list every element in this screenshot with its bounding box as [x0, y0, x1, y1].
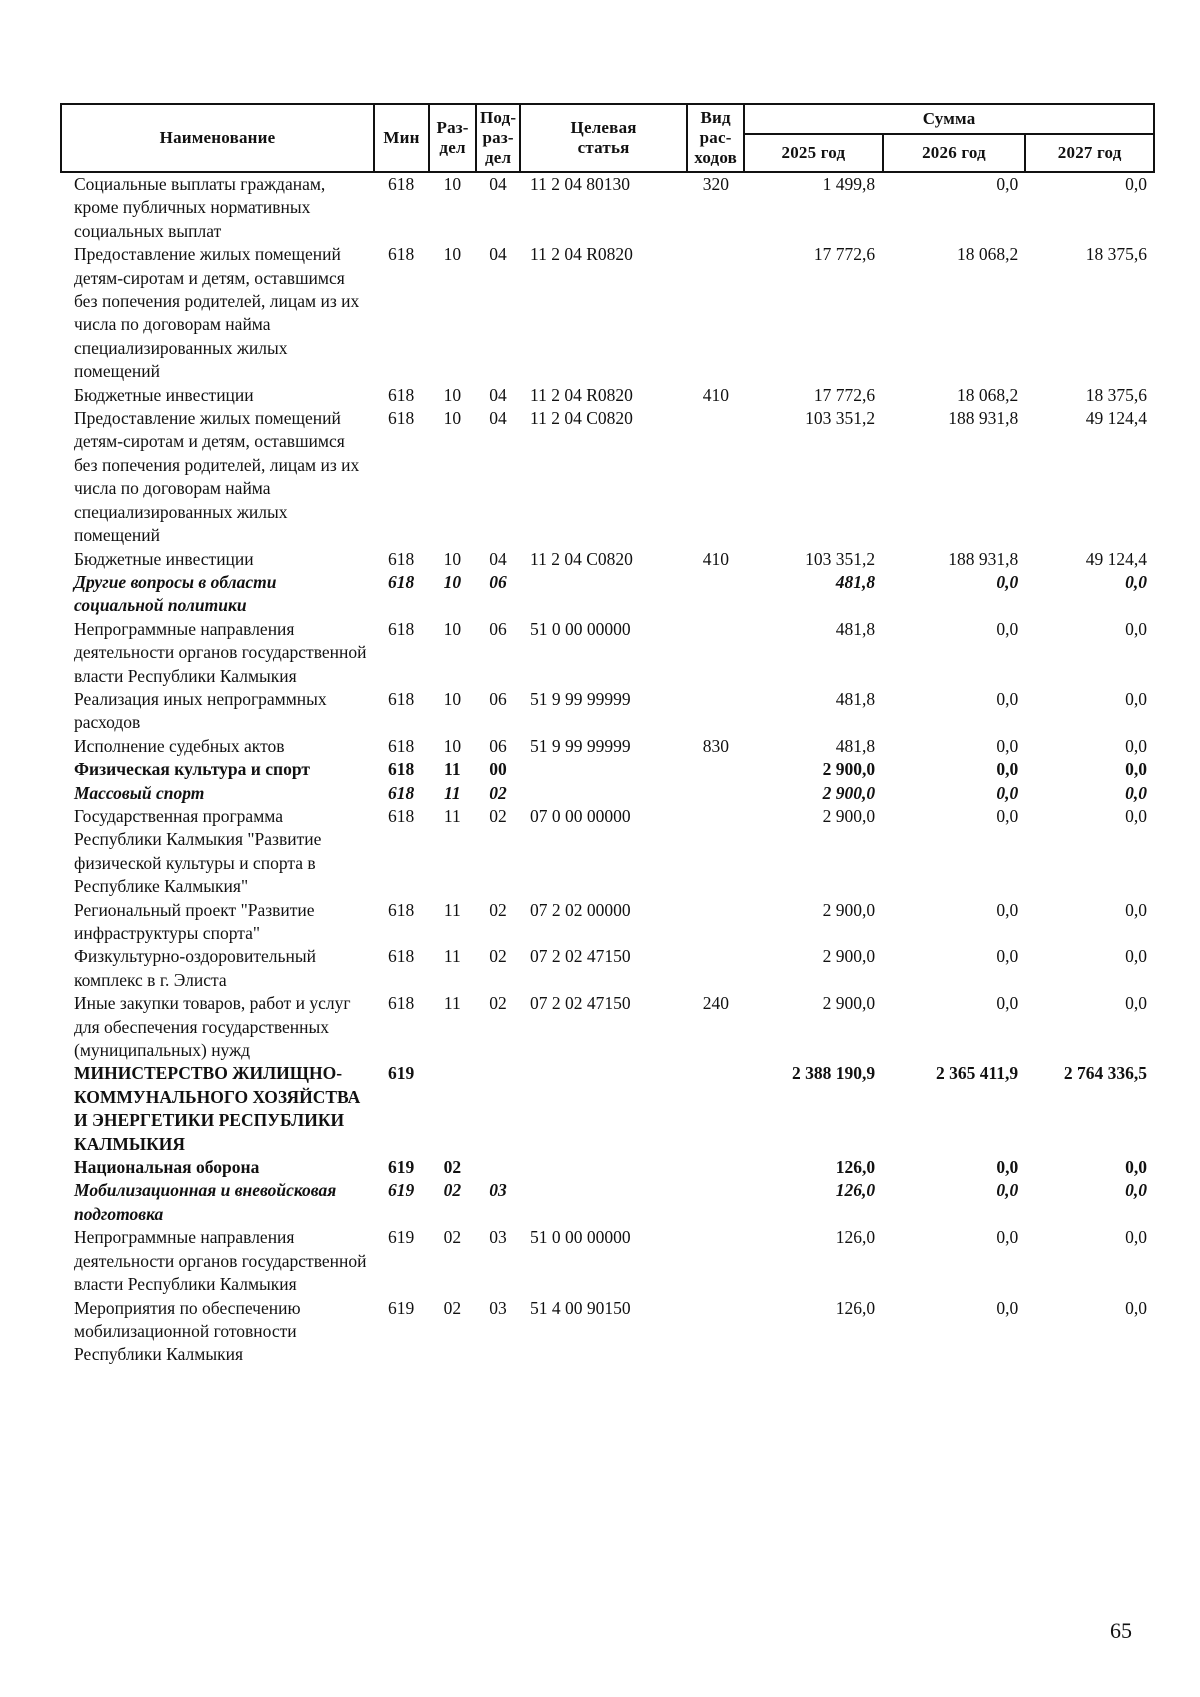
row-2025: 481,8 — [835, 735, 876, 756]
row-podrazdel — [476, 1062, 520, 1156]
row-vid — [687, 571, 744, 618]
row-podrazdel: 04 — [489, 408, 507, 429]
row-tselevaya: 11 2 04 C0820 — [529, 548, 633, 569]
row-2026: 0,0 — [996, 1227, 1019, 1248]
header-year-2025: 2025 год — [744, 134, 882, 172]
row-podrazdel: 06 — [489, 688, 507, 709]
header-name: Наименование — [61, 104, 374, 172]
row-2026: 0,0 — [996, 1180, 1019, 1201]
row-podrazdel: 06 — [489, 618, 507, 639]
row-2025: 17 772,6 — [813, 384, 876, 405]
row-min: 618 — [388, 244, 415, 265]
row-razdel: 11 — [444, 759, 461, 780]
table-row — [60, 899, 1155, 946]
row-2027: 0,0 — [1125, 759, 1147, 780]
row-min: 619 — [388, 1180, 415, 1201]
row-podrazdel: 04 — [489, 174, 507, 194]
row-tselevaya — [520, 571, 687, 618]
row-2025: 481,8 — [835, 571, 876, 592]
row-podrazdel: 00 — [489, 759, 507, 780]
table-row — [60, 1179, 1155, 1226]
row-2025: 17 772,6 — [813, 244, 876, 265]
row-tselevaya — [520, 758, 687, 781]
row-vid: 410 — [702, 548, 729, 569]
row-2027: 0,0 — [1125, 735, 1147, 756]
row-min: 619 — [388, 1297, 415, 1318]
row-name: Физкультурно-оздоровительный комплекс в г. Элиста — [74, 946, 316, 990]
row-name: Другие вопросы в области социальной политики — [74, 571, 277, 616]
row-vid — [687, 688, 744, 735]
row-2025: 481,8 — [835, 688, 876, 709]
row-name: Непрограммные направления деятельности органов государственной власти Республики Калмыкия — [74, 618, 367, 686]
row-2027: 0,0 — [1125, 1157, 1147, 1178]
table-header — [60, 103, 1155, 173]
row-podrazdel: 04 — [489, 244, 507, 265]
row-name: Реализация иных непрограммных расходов — [74, 688, 327, 733]
row-min: 618 — [388, 993, 415, 1014]
row-2025: 2 900,0 — [822, 946, 876, 967]
row-razdel: 10 — [443, 735, 462, 756]
row-vid — [687, 782, 744, 805]
row-vid: 410 — [702, 384, 729, 405]
row-razdel: 02 — [443, 1297, 462, 1318]
row-2027: 0,0 — [1125, 993, 1147, 1014]
row-2026: 18 068,2 — [956, 244, 1019, 265]
table-row — [60, 384, 1155, 407]
row-name: Мероприятия по обеспечению мобилизационной готовности Республики Калмыкия — [74, 1297, 301, 1365]
row-name: Физическая культура и спорт — [74, 759, 310, 780]
row-name: Бюджетные инвестиции — [74, 548, 254, 569]
row-2026: 0,0 — [996, 759, 1019, 780]
row-2025: 126,0 — [835, 1180, 876, 1201]
row-vid — [687, 1156, 744, 1179]
header-tselevaya: Целевая статья — [520, 104, 687, 172]
row-tselevaya — [520, 782, 687, 805]
row-min: 618 — [388, 759, 415, 780]
table-row — [60, 758, 1155, 781]
row-name: Социальные выплаты гражданам, кроме публичных нормативных социальных выплат — [74, 174, 326, 241]
row-2026: 0,0 — [996, 174, 1019, 194]
row-tselevaya: 07 0 00 00000 — [529, 805, 631, 826]
row-podrazdel: 03 — [489, 1297, 507, 1318]
row-2027: 0,0 — [1125, 1227, 1147, 1248]
row-min: 619 — [388, 1157, 415, 1178]
row-razdel: 10 — [443, 548, 462, 569]
row-2025: 2 900,0 — [822, 993, 876, 1014]
table-body — [60, 173, 1155, 1367]
row-tselevaya: 07 2 02 47150 — [529, 993, 631, 1014]
row-2026: 0,0 — [996, 1157, 1019, 1178]
row-min: 618 — [388, 688, 415, 709]
table-row — [60, 407, 1155, 547]
row-2025: 126,0 — [835, 1157, 876, 1178]
row-vid — [687, 1062, 744, 1156]
row-name: Предоставление жилых помещений детям-сиротам и детям, оставшимся без попечения родителей, лицам из их числа по договорам найма специализированных жилых помещений — [74, 244, 360, 382]
row-tselevaya: 51 0 00 00000 — [529, 618, 631, 639]
row-2026: 0,0 — [996, 946, 1019, 967]
table-row — [60, 1062, 1155, 1156]
row-razdel: 11 — [444, 782, 461, 803]
table-row — [60, 805, 1155, 899]
row-2027: 0,0 — [1125, 899, 1147, 920]
row-2026: 0,0 — [996, 1297, 1019, 1318]
row-min: 618 — [388, 174, 415, 194]
row-vid: 240 — [702, 993, 729, 1014]
row-vid — [687, 805, 744, 899]
row-2026: 0,0 — [996, 688, 1019, 709]
row-min: 618 — [388, 735, 415, 756]
page-number: 65 — [1110, 1618, 1132, 1643]
row-2026: 2 365 411,9 — [936, 1063, 1019, 1084]
row-tselevaya: 51 0 00 00000 — [529, 1227, 631, 1248]
row-tselevaya: 11 2 04 R0820 — [529, 384, 633, 405]
row-podrazdel: 02 — [489, 899, 507, 920]
row-2027: 2 764 336,5 — [1063, 1063, 1147, 1084]
row-tselevaya: 07 2 02 47150 — [529, 946, 631, 967]
row-2027: 0,0 — [1125, 618, 1147, 639]
header-year-2027: 2027 год — [1025, 134, 1154, 172]
row-razdel: 11 — [443, 993, 461, 1014]
row-2025: 2 900,0 — [822, 759, 876, 780]
row-name: Региональный проект "Развитие инфраструктуры спорта" — [74, 899, 315, 943]
row-podrazdel: 02 — [489, 946, 507, 967]
row-name: Иные закупки товаров, работ и услуг для обеспечения государственных (муниципальных) нужд — [74, 993, 351, 1061]
row-tselevaya: 51 9 99 99999 — [529, 735, 631, 756]
row-2026: 0,0 — [996, 735, 1019, 756]
row-name: Национальная оборона — [74, 1157, 260, 1178]
row-razdel: 10 — [443, 244, 462, 265]
header-razdel: Раз- дел — [429, 104, 476, 172]
header-min: Мин — [374, 104, 429, 172]
row-name: Предоставление жилых помещений детям-сиротам и детям, оставшимся без попечения родителей, лицам из их числа по договорам найма специализированных жилых помещений — [74, 408, 360, 546]
row-razdel: 10 — [443, 174, 462, 194]
row-razdel: 02 — [443, 1180, 462, 1201]
row-vid: 830 — [702, 735, 729, 756]
row-vid — [687, 618, 744, 688]
row-razdel: 10 — [443, 408, 462, 429]
row-podrazdel: 02 — [489, 782, 507, 803]
row-vid: 320 — [702, 174, 729, 194]
row-razdel: 11 — [443, 899, 461, 920]
row-tselevaya: 51 9 99 99999 — [529, 688, 631, 709]
table-row — [60, 992, 1155, 1062]
row-tselevaya: 11 2 04 80130 — [529, 174, 630, 194]
row-razdel: 10 — [443, 571, 462, 592]
row-razdel: 10 — [443, 688, 462, 709]
row-razdel: 10 — [443, 618, 462, 639]
row-2026: 18 068,2 — [956, 384, 1019, 405]
row-min: 618 — [388, 571, 415, 592]
row-min: 618 — [388, 946, 415, 967]
row-tselevaya — [520, 1156, 687, 1179]
row-vid — [687, 407, 744, 547]
row-2025: 103 351,2 — [805, 548, 876, 569]
row-2027: 18 375,6 — [1085, 244, 1147, 265]
table-row — [60, 945, 1155, 992]
budget-table — [60, 103, 1155, 1367]
row-2027: 18 375,6 — [1085, 384, 1147, 405]
row-2025: 2 900,0 — [822, 899, 876, 920]
table-row — [60, 1226, 1155, 1296]
row-2025: 103 351,2 — [805, 408, 876, 429]
row-vid — [687, 899, 744, 946]
row-razdel: 10 — [443, 384, 462, 405]
table-row — [60, 1156, 1155, 1179]
header-podrazdel: Под- раз- дел — [476, 104, 520, 172]
row-tselevaya: 11 2 04 C0820 — [529, 408, 633, 429]
table-row — [60, 735, 1155, 758]
row-2026: 0,0 — [996, 993, 1019, 1014]
row-name: Государственная программа Республики Калмыкия "Развитие физической культуры и спорта в Республике Калмыкия" — [74, 805, 322, 897]
row-2026: 0,0 — [996, 805, 1019, 826]
row-2027: 0,0 — [1125, 688, 1147, 709]
row-podrazdel: 06 — [489, 571, 507, 592]
row-2027: 0,0 — [1125, 571, 1147, 592]
row-2027: 0,0 — [1125, 782, 1147, 803]
table-row — [60, 173, 1155, 243]
row-name: Непрограммные направления деятельности органов государственной власти Республики Калмыкия — [74, 1227, 367, 1295]
row-name: Мобилизационная и вневойсковая подготовка — [74, 1180, 337, 1224]
table-row — [60, 782, 1155, 805]
row-2026: 0,0 — [996, 899, 1019, 920]
header-summa: Сумма — [744, 104, 1154, 134]
row-razdel — [429, 1062, 476, 1156]
row-2026: 0,0 — [996, 782, 1019, 803]
row-2027: 49 124,4 — [1085, 408, 1147, 429]
row-tselevaya — [520, 1179, 687, 1226]
row-2026: 188 931,8 — [948, 408, 1019, 429]
row-min: 618 — [388, 782, 415, 803]
row-min: 618 — [388, 805, 415, 826]
row-name: Бюджетные инвестиции — [74, 384, 254, 405]
row-razdel: 02 — [443, 1227, 462, 1248]
row-2025: 2 900,0 — [822, 805, 876, 826]
table-row — [60, 618, 1155, 688]
row-podrazdel: 03 — [489, 1180, 507, 1201]
row-min: 618 — [388, 548, 415, 569]
row-min: 618 — [388, 899, 415, 920]
row-name: Массовый спорт — [74, 782, 205, 803]
row-2027: 0,0 — [1125, 1180, 1147, 1201]
row-vid — [687, 945, 744, 992]
row-min: 618 — [388, 408, 415, 429]
row-podrazdel: 02 — [489, 993, 507, 1014]
row-2025: 2 388 190,9 — [792, 1063, 876, 1084]
table-row — [60, 548, 1155, 571]
table-row — [60, 243, 1155, 383]
row-tselevaya: 11 2 04 R0820 — [529, 244, 633, 265]
row-razdel: 02 — [443, 1157, 462, 1178]
row-2025: 481,8 — [835, 618, 876, 639]
row-min: 618 — [388, 384, 415, 405]
row-podrazdel: 03 — [489, 1227, 507, 1248]
row-vid — [687, 1297, 744, 1367]
row-min: 618 — [388, 618, 415, 639]
header-year-2026: 2026 год — [883, 134, 1026, 172]
row-name: МИНИСТЕРСТВО ЖИЛИЩНО-КОММУНАЛЬНОГО ХОЗЯЙСТВА И ЭНЕРГЕТИКИ РЕСПУБЛИКИ КАЛМЫКИЯ — [74, 1063, 361, 1154]
row-2025: 126,0 — [835, 1227, 876, 1248]
row-2027: 49 124,4 — [1085, 548, 1147, 569]
row-2027: 0,0 — [1125, 174, 1147, 194]
row-podrazdel — [476, 1156, 520, 1179]
table-row — [60, 1297, 1155, 1367]
row-2027: 0,0 — [1125, 1297, 1147, 1318]
row-podrazdel: 02 — [489, 805, 507, 826]
row-tselevaya: 51 4 00 90150 — [529, 1297, 631, 1318]
row-min: 619 — [388, 1063, 415, 1084]
row-2026: 0,0 — [996, 571, 1019, 592]
row-2027: 0,0 — [1125, 946, 1147, 967]
row-tselevaya — [520, 1062, 687, 1156]
row-2025: 1 499,8 — [822, 174, 876, 194]
row-razdel: 11 — [443, 805, 461, 826]
row-2026: 188 931,8 — [948, 548, 1019, 569]
table-row — [60, 688, 1155, 735]
table-row — [60, 571, 1155, 618]
row-name: Исполнение судебных актов — [74, 735, 285, 756]
row-tselevaya: 07 2 02 00000 — [529, 899, 631, 920]
row-2025: 2 900,0 — [822, 782, 876, 803]
header-vid: Вид рас- ходов — [687, 104, 744, 172]
row-2025: 126,0 — [835, 1297, 876, 1318]
row-podrazdel: 06 — [489, 735, 507, 756]
row-vid — [687, 243, 744, 383]
row-vid — [687, 1226, 744, 1296]
row-2027: 0,0 — [1125, 805, 1147, 826]
row-2026: 0,0 — [996, 618, 1019, 639]
row-vid — [687, 1179, 744, 1226]
row-vid — [687, 758, 744, 781]
row-min: 619 — [388, 1227, 415, 1248]
row-razdel: 11 — [443, 946, 461, 967]
row-podrazdel: 04 — [489, 384, 507, 405]
row-podrazdel: 04 — [489, 548, 507, 569]
